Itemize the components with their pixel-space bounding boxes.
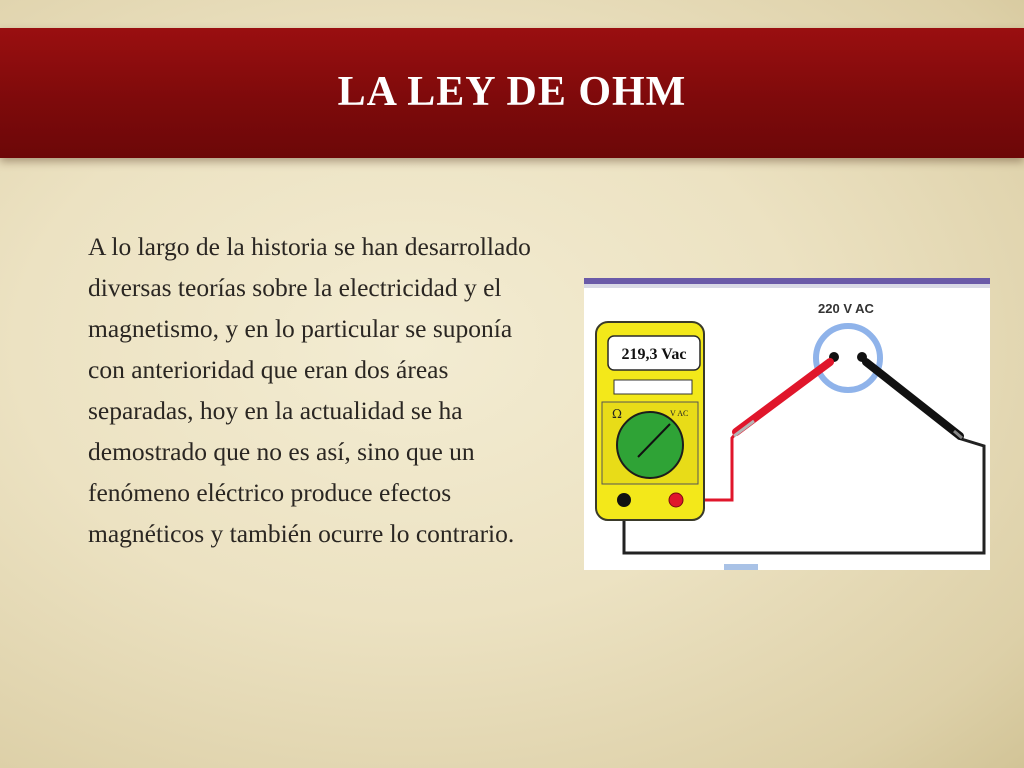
ohm-symbol: Ω [612, 407, 622, 421]
red-probe [736, 362, 830, 432]
title-banner [0, 28, 1024, 158]
bottom-artifact [724, 564, 758, 570]
meter-secondary-display [614, 380, 692, 394]
outlet-socket [816, 326, 880, 390]
black-probe [866, 362, 960, 436]
voltage-jack [669, 493, 683, 507]
dial-label: V AC [670, 409, 689, 418]
common-jack [617, 493, 631, 507]
multimeter-figure [584, 278, 990, 570]
multimeter-diagram [584, 278, 990, 570]
slide-body-text: A lo largo de la historia se han desarrollado diversas teorías sobre la electricidad y el magnetismo, y en lo particular se suponía con anterioridad que eran dos áreas separadas, hoy en la actualidad se ha demostrado que no es así, sino que un fenómeno eléctrico produce efectos magnéticos y también ocurre lo contrario. [88, 232, 531, 548]
top-strip [584, 278, 990, 284]
meter-display-text: 219,3 Vac [621, 346, 687, 363]
slide-title: LA LEY DE OHM [337, 69, 687, 115]
source-label: 220 V AC [818, 301, 874, 316]
